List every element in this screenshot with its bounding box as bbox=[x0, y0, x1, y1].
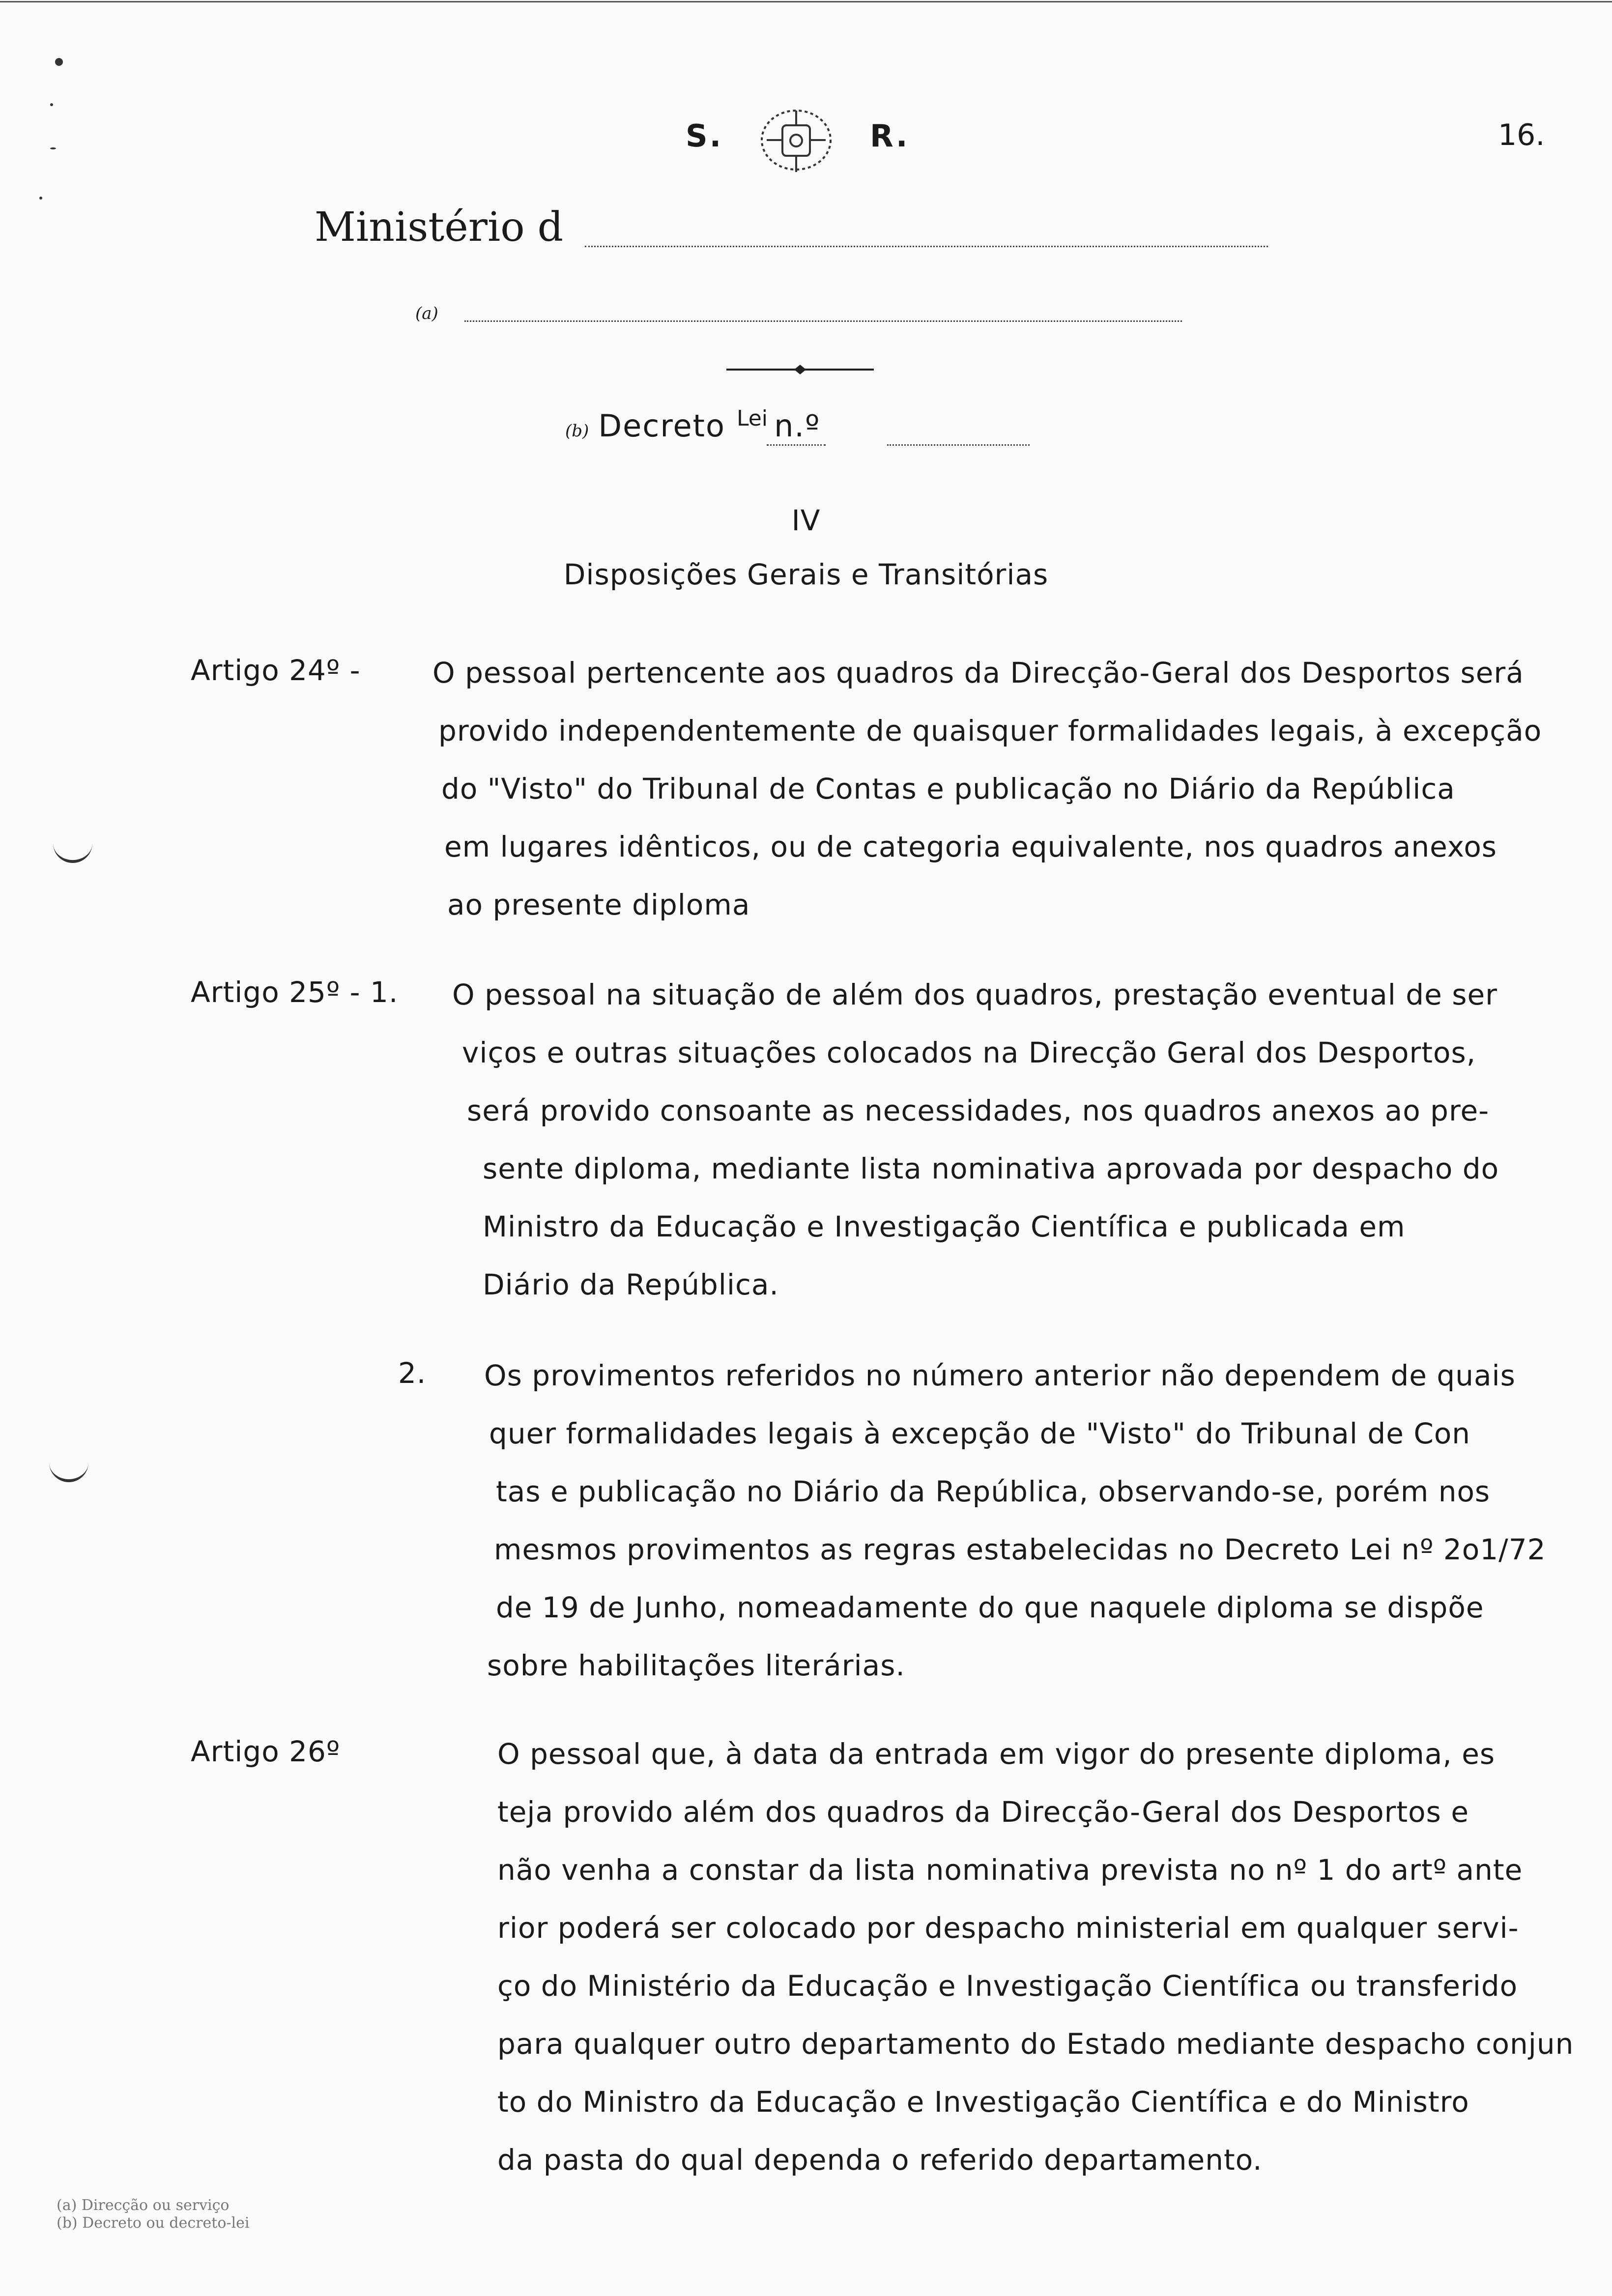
article-line: rior poderá ser colocado por despacho ministerial em qualquer servi- bbox=[497, 1911, 1519, 1945]
article-26-text bbox=[497, 1725, 1574, 2189]
article-line: não venha a constar da lista nominativa prevista no nº 1 do artº ante bbox=[497, 1853, 1523, 1887]
article-line: da pasta do qual dependa o referido departamento. bbox=[497, 2143, 1263, 2177]
article-line: Ministro da Educação e Investigação Científica e publicada em bbox=[483, 1210, 1406, 1243]
article-line: ao presente diploma bbox=[447, 888, 750, 921]
article-24-text bbox=[432, 644, 1542, 934]
footnote-a: (a) Direcção ou serviço bbox=[57, 2197, 230, 2214]
decreto-dotted-line bbox=[767, 444, 826, 446]
article-25-text bbox=[452, 966, 1499, 1314]
header-letter-s: S. bbox=[686, 118, 723, 154]
field-a-label: (a) bbox=[415, 304, 438, 323]
section-title: Disposições Gerais e Transitórias bbox=[563, 558, 1049, 591]
top-rule bbox=[0, 1, 1612, 2]
decreto-lei: Lei bbox=[736, 406, 768, 431]
article-24-label: Artigo 24º - bbox=[191, 654, 361, 687]
ministerio-label: Ministério d bbox=[315, 204, 564, 251]
article-line: provido independentemente de quaisquer formalidades legais, à excepção bbox=[438, 714, 1542, 747]
article-line: O pessoal que, à data da entrada em vigor do presente diploma, es bbox=[497, 1737, 1496, 1771]
article-line: mesmos provimentos as regras estabelecidas no Decreto Lei nº 2o1/72 bbox=[494, 1533, 1546, 1566]
header-letter-r: R. bbox=[870, 118, 910, 154]
footnotes bbox=[57, 2197, 249, 2232]
decreto-number-dotted-line bbox=[887, 444, 1030, 446]
article-line: viços e outras situações colocados na Direcção Geral dos Desportos, bbox=[462, 1036, 1476, 1069]
article-line: to do Ministro da Educação e Investigação Científica e do Ministro bbox=[497, 2085, 1469, 2119]
article-line: do "Visto" do Tribunal de Contas e publicação no Diário da República bbox=[441, 772, 1455, 805]
article-line: ço do Ministério da Educação e Investigação Científica ou transferido bbox=[497, 1969, 1518, 2003]
article-line: será provido consoante as necessidades, nos quadros anexos ao pre- bbox=[467, 1094, 1490, 1127]
article-line: teja provido além dos quadros da Direcção-Geral dos Desportos e bbox=[497, 1795, 1469, 1829]
field-a-dotted-line bbox=[464, 320, 1182, 322]
decreto-line bbox=[565, 408, 820, 444]
decreto-word: Decreto bbox=[598, 408, 725, 444]
ministerio-dotted-line bbox=[585, 246, 1268, 247]
article-line: O pessoal na situação de além dos quadros, prestação eventual de ser bbox=[452, 978, 1497, 1011]
article-25-2-text bbox=[484, 1347, 1546, 1694]
footnote-b: (b) Decreto ou decreto-lei bbox=[57, 2214, 250, 2232]
punch-hole-mark bbox=[49, 1455, 88, 1482]
article-line: quer formalidades legais à excepção de "Visto" do Tribunal de Con bbox=[489, 1417, 1471, 1450]
article-line: Diário da República. bbox=[483, 1268, 779, 1301]
article-line: sente diploma, mediante lista nominativa aprovada por despacho do bbox=[483, 1152, 1499, 1185]
punch-hole-mark bbox=[53, 835, 92, 863]
article-26-label: Artigo 26º bbox=[191, 1735, 341, 1768]
scan-speck bbox=[50, 147, 56, 149]
scan-speck bbox=[39, 197, 42, 200]
ornamental-divider bbox=[726, 364, 874, 375]
article-line: sobre habilitações literárias. bbox=[487, 1649, 905, 1682]
scan-speck bbox=[55, 58, 63, 66]
decreto-number-label: n.º bbox=[774, 408, 821, 444]
article-line: O pessoal pertencente aos quadros da Direcção-Geral dos Desportos será bbox=[432, 656, 1524, 689]
coat-of-arms-icon bbox=[747, 98, 845, 182]
article-line: em lugares idênticos, ou de categoria equivalente, nos quadros anexos bbox=[444, 830, 1497, 863]
article-line: para qualquer outro departamento do Estado mediante despacho conjun bbox=[497, 2027, 1574, 2061]
scan-speck bbox=[50, 103, 53, 106]
decreto-prefix: (b) bbox=[565, 421, 589, 441]
article-line: de 19 de Junho, nomeadamente do que naquele diploma se dispõe bbox=[496, 1591, 1484, 1624]
section-numeral: IV bbox=[791, 504, 821, 537]
article-line: Os provimentos referidos no número anterior não dependem de quais bbox=[484, 1359, 1516, 1392]
page-number: 16. bbox=[1498, 118, 1545, 152]
article-25-label: Artigo 25º - 1. bbox=[191, 976, 399, 1009]
article-line: tas e publicação no Diário da República, observando-se, porém nos bbox=[496, 1475, 1491, 1508]
article-25-2-label: 2. bbox=[398, 1356, 427, 1390]
